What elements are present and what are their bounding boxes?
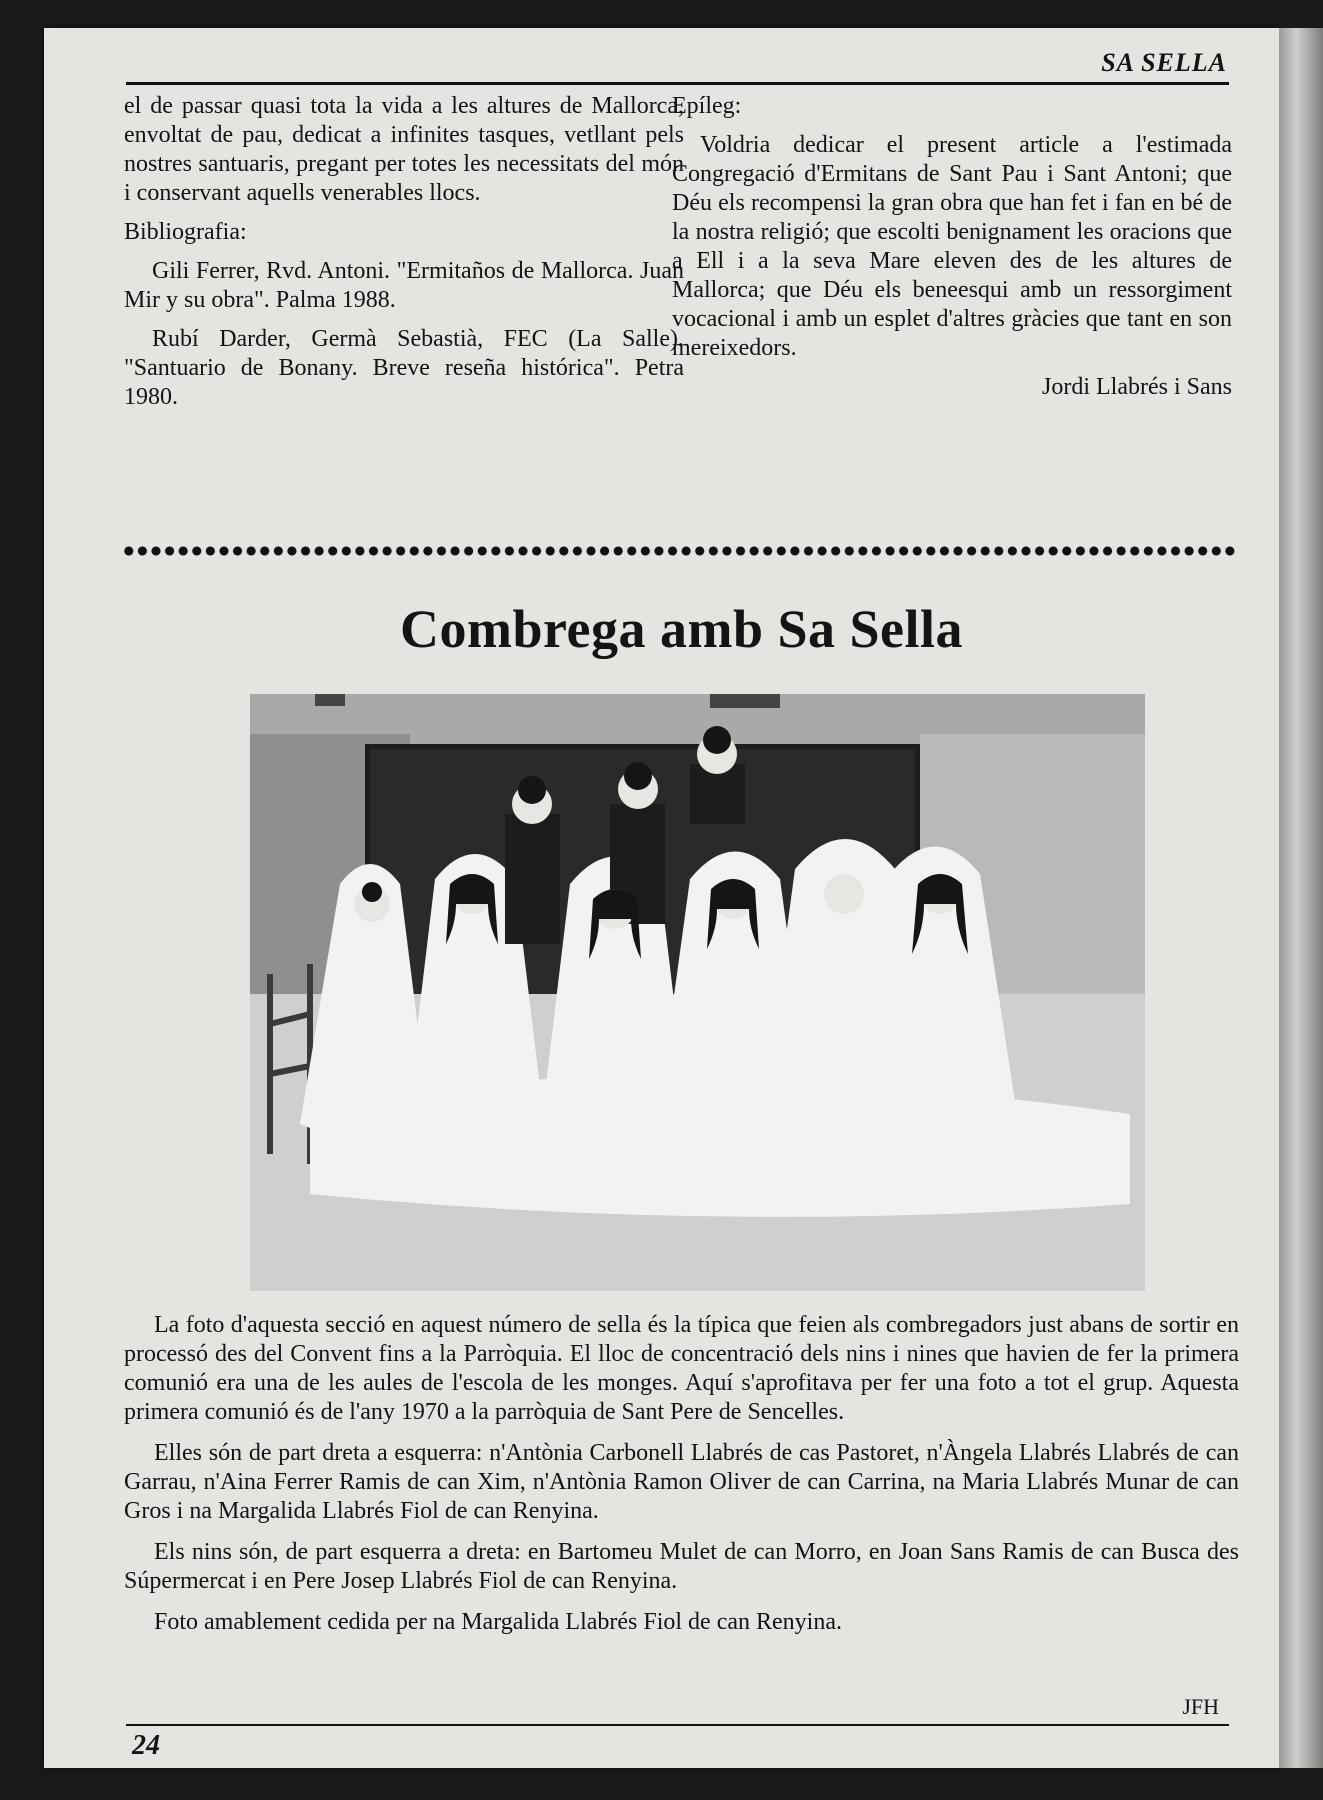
section-signature: JFH [1182,1694,1219,1719]
communion-photo [250,694,1145,1291]
bibliography-heading: Bibliografia: [124,219,247,245]
caption-paragraph-2: Elles són de part dreta a esquerra: n'Antònia Carbonell Llabrés de cas Pastoret, n'Àngela Llabrés Llabrés de can Garrau, n'Aina Ferrer Ramis de can Xim, n'Antònia Ramon Oliver de can Carrina, na Maria Llabrés Munar de can Gros i na Margalida Llabrés Fiol de can Renyina. [124,1440,1239,1524]
left-column [124,92,684,422]
footer-rule [126,1724,1229,1726]
caption-paragraph-3: Els nins són, de part esquerra a dreta: en Bartomeu Mulet de can Morro, en Joan Sans Ramis de can Busca des Súpermercat i en Pere Josep Llabrés Fiol de can Renyina. [124,1539,1239,1594]
caption-paragraph-4: Foto amablement cedida per na Margalida Llabrés Fiol de can Renyina. [154,1609,842,1635]
page-edge [1279,28,1323,1768]
epilogue-text: Voldria dedicar el present article a l'estimada Congregació d'Ermitans de Sant Pau i Sant Antoni; que Déu els recompensi la gran obra que han fet i fan en bé de la nostra religió; que escolti benignament les oracions que a Ell i a la seva Mare eleven des de les altures de Mallorca; que Déu els beneesqui amb un ressorgiment vocacional i amb un esplet d'altres gràcies que tant en son mereixedors. [672,132,1232,361]
article-author: Jordi Llabrés i Sans [1042,374,1232,400]
header-rule [126,82,1229,85]
magazine-title: SA SELLA [1101,48,1227,77]
magazine-page [44,28,1279,1768]
bibliography-entry-1: Gili Ferrer, Rvd. Antoni. "Ermitaños de Mallorca. Juan Mir y su obra". Palma 1988. [124,258,684,313]
article-ending-paragraph: el de passar quasi tota la vida a les altures de Mallorca, envoltat de pau, dedicat a infinites tasques, vetllant pels nostres santuaris, pregant per totes les necessitats del món i conservant aquells venerables llocs. [124,93,684,206]
section-title: Combrega amb Sa Sella [399,599,964,659]
bibliography-entry-2: Rubí Darder, Germà Sebastià, FEC (La Salle). "Santuario de Bonany. Breve reseña histórica". Petra 1980. [124,326,684,410]
page-number: 24 [132,1730,160,1761]
photo-caption [124,1311,1239,1649]
caption-paragraph-1: La foto d'aquesta secció en aquest número de sella és la típica que feien als combregadors just abans de sortir en processó des del Convent fins a la Parròquia. El lloc de concentració dels nins i nines que havien de fer la primera comunió era una de les aules de l'escola de les monges. Aquí s'aprofitava per fer una foto a tot el grup. Aquesta primera comunió és de l'any 1970 a la parròquia de Sant Pere de Sencelles. [124,1312,1239,1425]
right-column [672,92,1232,412]
dotted-separator [122,544,1237,558]
photo-illustration [250,694,1145,1291]
epilogue-heading: Epíleg: [672,93,742,119]
